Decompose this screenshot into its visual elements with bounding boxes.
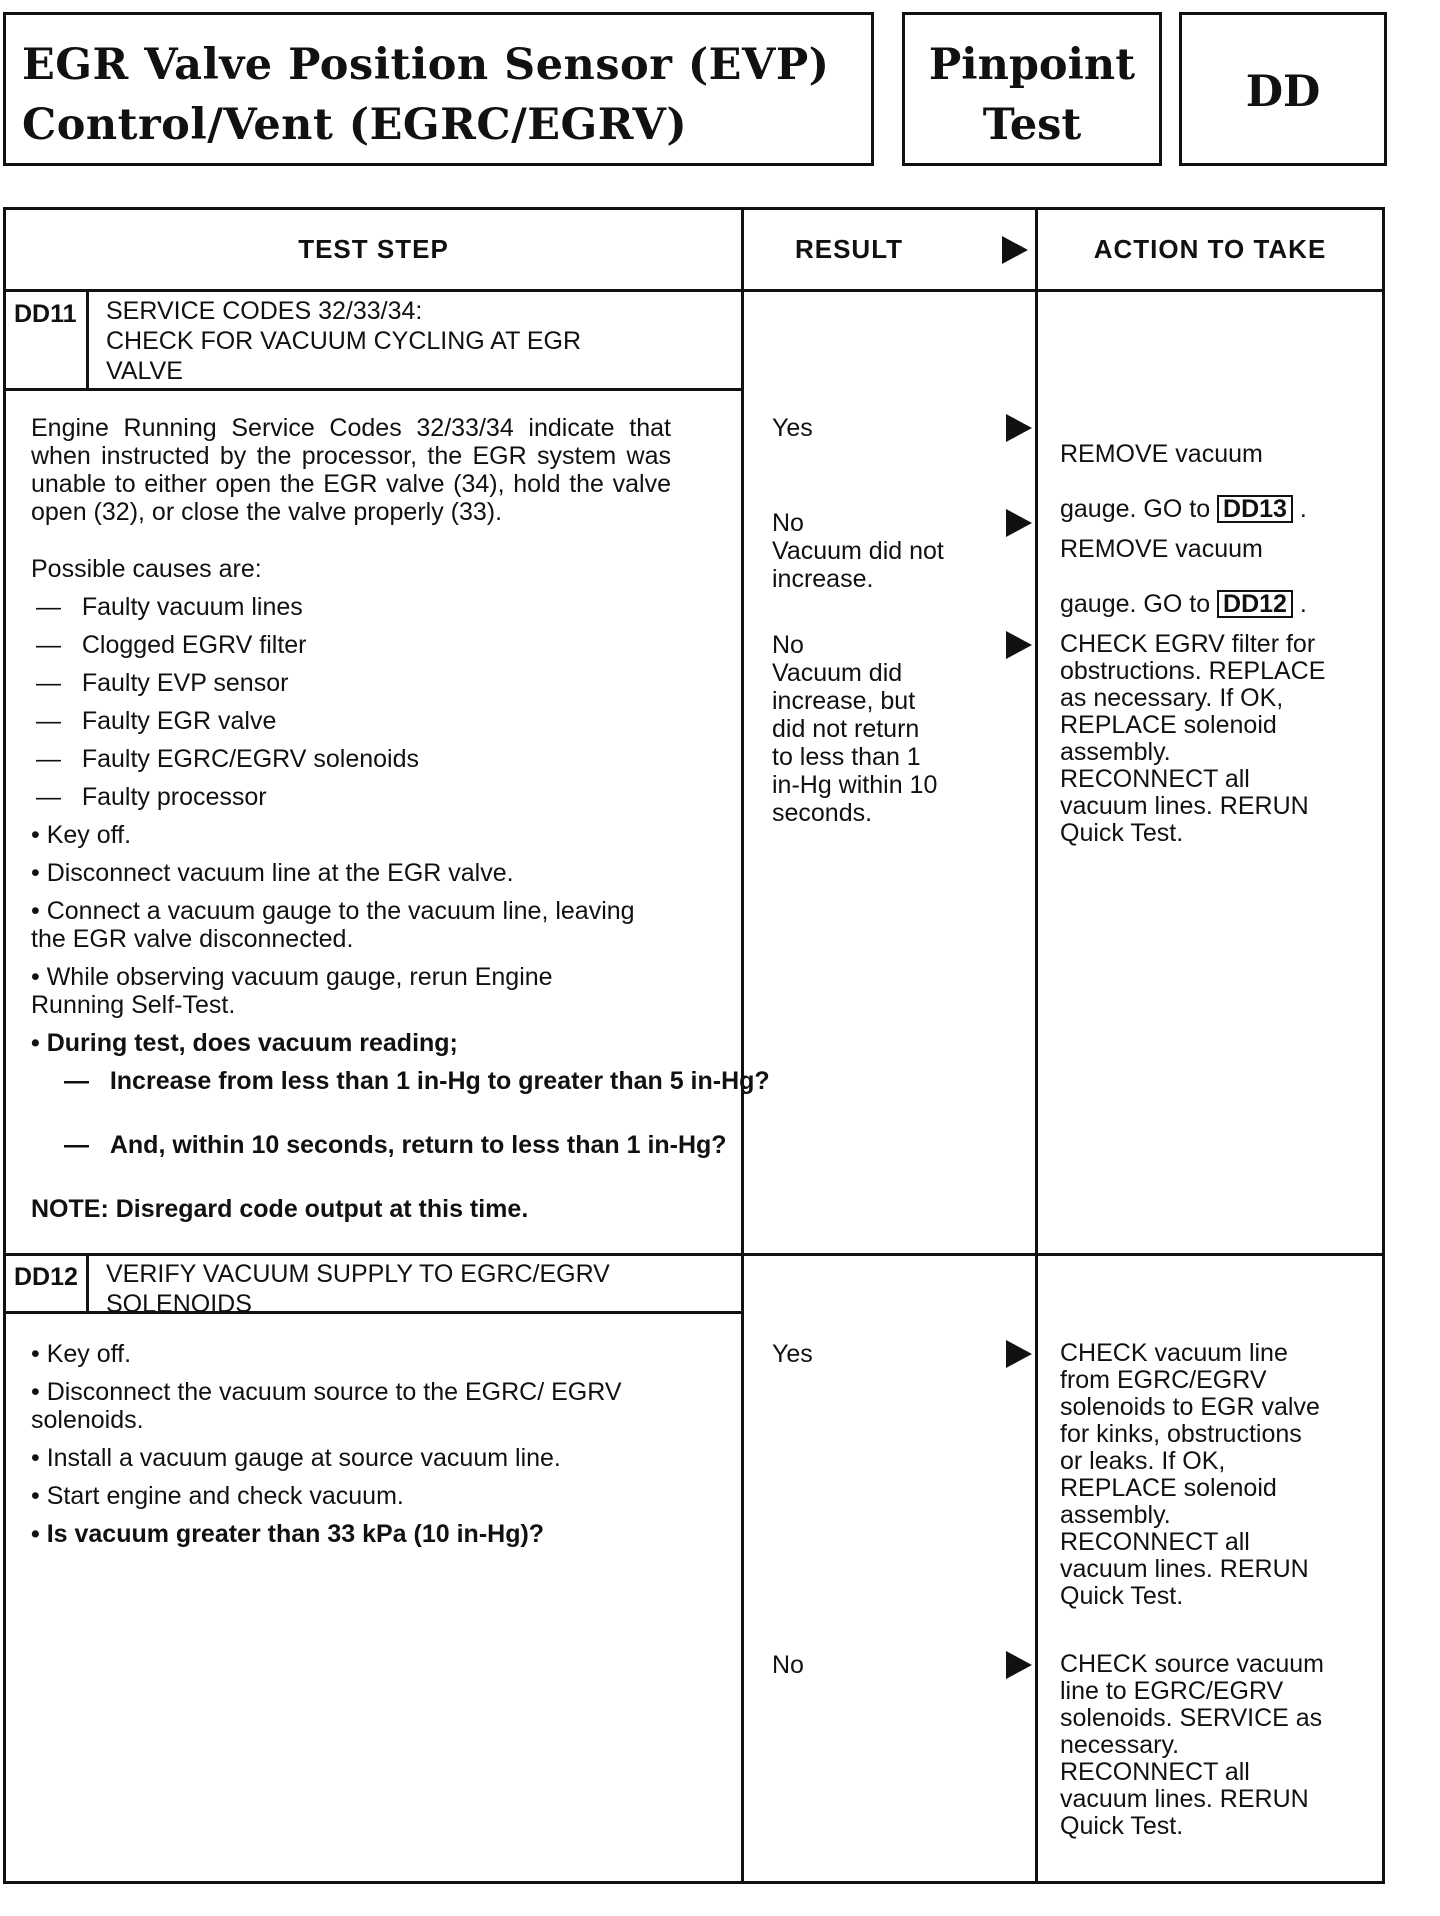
dd12-step-id: DD12 — [14, 1263, 78, 1291]
dd12-action-no: CHECK source vacuum line to EGRC/EGRV solenoids. SERVICE as necessary. RECONNECT all vacuum lines. RERUN Quick Test. — [1060, 1650, 1324, 1840]
dd12-action-yes: CHECK vacuum line from EGRC/EGRV solenoids to EGR valve for kinks, obstructions or leaks. If OK, REPLACE solenoid assembly. RECONNECT all vacuum lines. RERUN Quick Test. — [1060, 1339, 1320, 1610]
dd12-id-divider — [86, 1256, 89, 1311]
column-divider — [741, 210, 744, 1881]
list-item: — Faulty processor — [36, 783, 267, 811]
result-arrow-icon — [1002, 236, 1028, 264]
list-item: — Faulty vacuum lines — [36, 593, 303, 621]
list-item: • Key off. — [31, 821, 132, 849]
dd12-step-title: VERIFY VACUUM SUPPLY TO EGRC/EGRV SOLENOIDS — [106, 1260, 610, 1318]
list-item: • Disconnect the vacuum source to the EGRC/ EGRV solenoids. — [31, 1378, 622, 1434]
title-box — [3, 12, 874, 166]
dd11-step-title: SERVICE CODES 32/33/34: CHECK FOR VACUUM CYCLING AT EGR VALVE — [106, 297, 582, 385]
title-line-2: Control/Vent (EGRC/EGRV) — [22, 100, 688, 150]
test-label: Test — [982, 100, 1082, 150]
dd12-result-no: No — [772, 1651, 804, 1679]
dd11-step-id: DD11 — [14, 300, 77, 328]
dd11-result-no-1: No Vacuum did not increase. — [772, 509, 944, 593]
list-item: • While observing vacuum gauge, rerun Engine Running Self-Test. — [31, 963, 553, 1019]
result-arrow-icon — [1006, 414, 1032, 442]
result-arrow-icon — [1006, 1651, 1032, 1679]
dd11-result-no-2: No Vacuum did increase, but did not return to less than 1 in-Hg within 10 seconds. — [772, 631, 938, 827]
list-item: — And, within 10 seconds, return to less than 1 in-Hg? — [64, 1131, 727, 1159]
list-item: • Connect a vacuum gauge to the vacuum line, leaving the EGR valve disconnected. — [31, 897, 635, 953]
list-item: • Start engine and check vacuum. — [31, 1482, 404, 1510]
list-item: — Faulty EVP sensor — [36, 669, 289, 697]
dd11-action-2: REMOVE vacuum gauge. GO to DD12 . — [1060, 535, 1307, 618]
dd12-reference-link[interactable]: DD12 — [1217, 590, 1293, 618]
list-item: — Clogged EGRV filter — [36, 631, 307, 659]
col-header-test-step: TEST STEP — [298, 234, 449, 264]
header-divider — [6, 289, 1382, 292]
dd13-reference-link[interactable]: DD13 — [1217, 495, 1293, 523]
result-arrow-icon — [1006, 631, 1032, 659]
dd11-id-divider — [86, 292, 89, 388]
dd11-result-yes: Yes — [772, 414, 813, 442]
test-code-box — [1179, 12, 1387, 166]
dd12-result-yes: Yes — [772, 1340, 813, 1368]
dd11-title-underline — [6, 388, 741, 391]
dd11-action-3: CHECK EGRV filter for obstructions. REPLACE as necessary. If OK, REPLACE solenoid assembly. RECONNECT all vacuum lines. RERUN Quick Test. — [1060, 630, 1326, 847]
dd11-causes-label: Possible causes are: — [31, 555, 262, 583]
test-code: DD — [1245, 67, 1321, 117]
pinpoint-test-table — [3, 207, 1385, 1884]
result-arrow-icon — [1006, 1340, 1032, 1368]
title-line-1: EGR Valve Position Sensor (EVP) — [22, 40, 830, 90]
pinpoint-label: Pinpoint — [928, 40, 1136, 90]
col-header-action: ACTION TO TAKE — [1093, 234, 1327, 264]
page-title — [22, 35, 830, 155]
col-header-result: RESULT — [794, 234, 904, 264]
dd11-intro: Engine Running Service Codes 32/33/34 indicate that when instructed by the processor, the EGR system was unable to either open the EGR valve (34), hold the valve open (32), or close the valve properly (33). — [31, 414, 671, 526]
list-item: • Key off. — [31, 1340, 132, 1368]
dd11-note: NOTE: Disregard code output at this time. — [31, 1195, 529, 1223]
list-item: • Install a vacuum gauge at source vacuum line. — [31, 1444, 561, 1472]
step-divider — [6, 1253, 1382, 1256]
dd11-action-1: REMOVE vacuum gauge. GO to DD13 . — [1060, 440, 1307, 523]
list-item: • Disconnect vacuum line at the EGR valve. — [31, 859, 514, 887]
column-divider — [1035, 210, 1038, 1881]
list-item: • During test, does vacuum reading; — [31, 1029, 458, 1057]
pinpoint-test-box — [902, 12, 1162, 166]
list-item: • Is vacuum greater than 33 kPa (10 in-Hg)? — [31, 1520, 545, 1548]
result-arrow-icon — [1006, 509, 1032, 537]
list-item: — Increase from less than 1 in-Hg to greater than 5 in-Hg? — [64, 1067, 770, 1095]
list-item: — Faulty EGRC/EGRV solenoids — [36, 745, 420, 773]
list-item: — Faulty EGR valve — [36, 707, 277, 735]
